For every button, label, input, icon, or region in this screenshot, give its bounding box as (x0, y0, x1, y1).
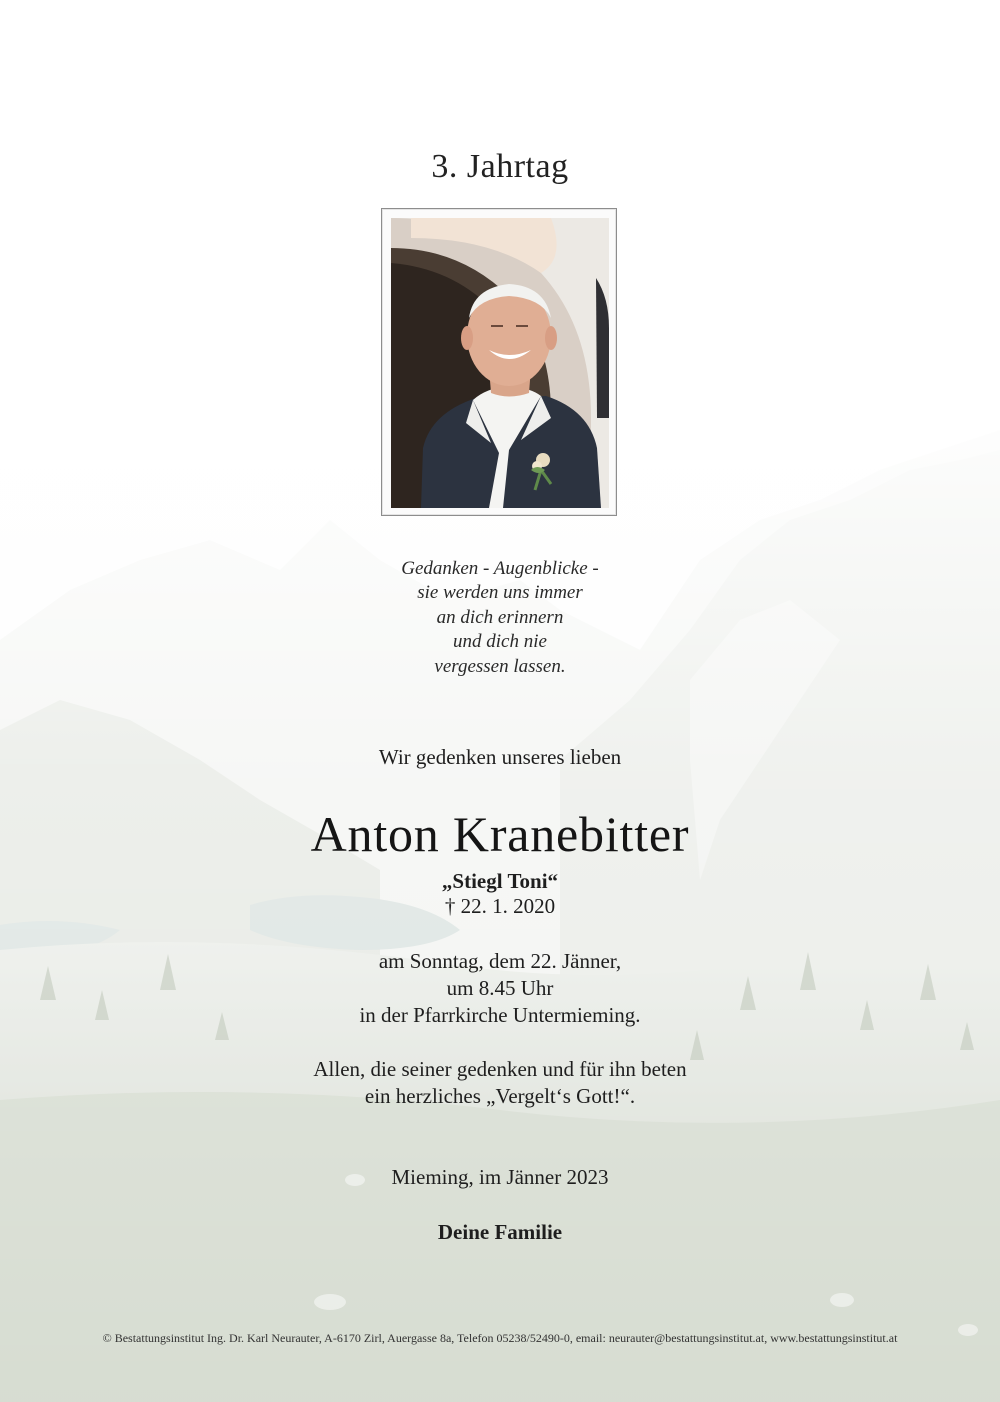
service-line: um 8.45 Uhr (446, 976, 554, 1000)
place-date: Mieming, im Jänner 2023 (391, 1165, 609, 1189)
family-signature: Deine Familie (437, 1220, 563, 1244)
portrait-photo-image (391, 218, 609, 508)
deceased-name: Anton Kranebitter (310, 806, 690, 862)
death-date: † 22. 1. 2020 (444, 894, 556, 918)
service-line: am Sonntag, dem 22. Jänner, (378, 949, 622, 973)
funeral-home-footer: © Bestattungsinstitut Ing. Dr. Karl Neurauter, A-6170 Zirl, Auergasse 8a, Telefon 05238/52490-0, email: neurauter@bestattungsinstitut.at, www.bestattungsinstitut.at (102, 1331, 898, 1345)
poem-line: sie werden uns immer (417, 582, 583, 603)
deceased-nickname: „Stiegl Toni“ (441, 869, 559, 893)
intro-text: Wir gedenken unseres lieben (378, 745, 622, 769)
poem-line: Gedanken - Augenblicke - (401, 558, 599, 579)
poem-line: vergessen lassen. (434, 656, 566, 677)
portrait-photo (381, 208, 617, 516)
thanks-line: Allen, die seiner gedenken und für ihn beten (313, 1057, 687, 1081)
anniversary-heading: 3. Jahrtag (431, 148, 569, 185)
thanks-line: ein herzliches „Vergelt‘s Gott!“. (364, 1084, 636, 1108)
poem-line: und dich nie (453, 631, 547, 652)
service-line: in der Pfarrkirche Untermieming. (359, 1003, 641, 1027)
poem-line: an dich erinnern (436, 607, 564, 628)
